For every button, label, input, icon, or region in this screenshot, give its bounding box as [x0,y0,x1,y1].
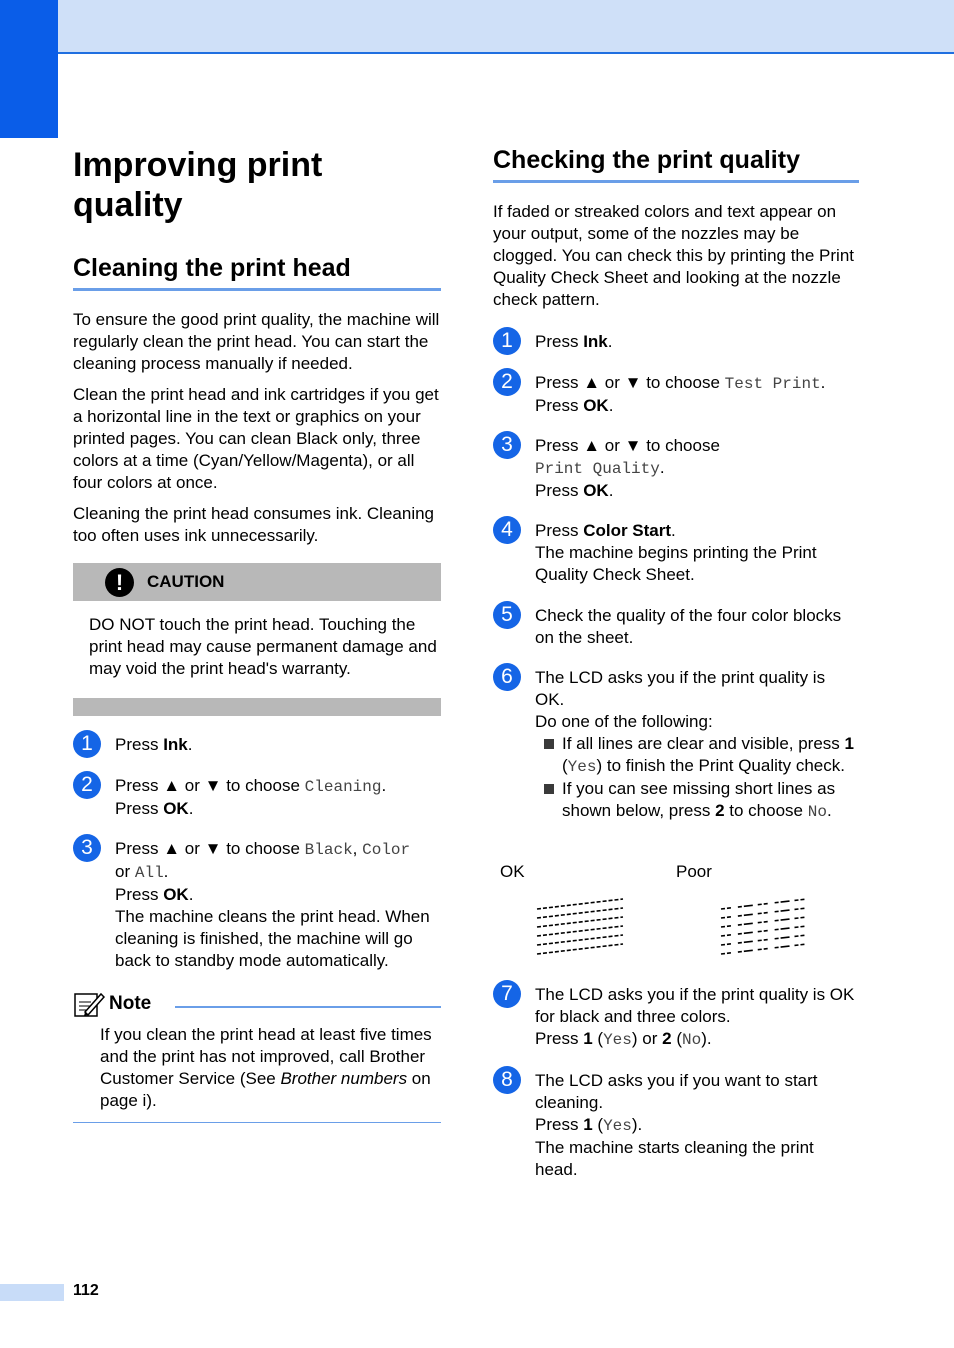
cleaning-para-2: Clean the print head and ink cartridges if you get a horizontal line in the text or graphics on your printed pages. You can clean Black only, three colors at a time (Cyan/Yellow/Magenta), or all four colors at once. [73,385,439,492]
step-number-badge: 2 [73,771,101,799]
right-step-5 [493,605,859,649]
poor-label: Poor [676,862,712,881]
step-text: Press Color Start. The machine begins printing the Print Quality Check Sheet. [535,521,817,584]
caution-footer [73,698,441,716]
ok-pattern [533,895,629,961]
left-step-1 [73,734,441,756]
step-number-badge: 2 [493,368,521,396]
right-step-6 [493,667,859,823]
ok-key: OK [583,481,609,500]
step-text: The LCD asks you if the print quality is OK. Do one of the following: [535,668,826,731]
ok-key: OK [583,396,609,415]
checking-intro: If faded or streaked colors and text appear on your output, some of the nozzles may be clogged. You can check this by printing the Print Quality Check Sheet and looking at the nozzle check pattern. [493,202,855,309]
up-arrow-icon: ▲ [583,436,601,455]
caution-text: DO NOT touch the print head. Touching the print head may cause permanent damage and may void the print head's warranty. [89,615,437,678]
right-column [493,140,859,823]
note-title: Note [109,993,152,1014]
menu-option: Cleaning [304,778,382,796]
section-heading-cleaning: Cleaning the print head [73,253,441,291]
bullet-item: If all lines are clear and visible, press 1 (Yes) to finish the Print Quality check. [535,733,859,778]
header-band [58,0,954,54]
up-arrow-icon: ▲ [163,776,181,795]
step-number-badge: 1 [73,730,101,758]
down-arrow-icon: ▼ [204,839,222,858]
menu-option: Color [362,841,411,859]
step-number-badge: 8 [493,1066,521,1094]
up-arrow-icon: ▲ [163,839,181,858]
right-steps-lower [493,984,859,1181]
left-step-2 [73,775,441,820]
page-title: Improving print quality [73,146,323,224]
caution-label: CAUTION [147,572,225,591]
note-pencil-icon [73,990,105,1018]
bullet-square [544,739,554,749]
chapter-tab [0,0,58,138]
note-header [73,990,441,1018]
caution-body [73,601,441,698]
ok-label: OK [500,862,525,881]
right-step-4 [493,520,859,586]
footer-band [0,1284,64,1301]
menu-option: All [134,864,164,882]
step-text: Check the quality of the four color blocks on the sheet. [535,606,842,647]
step-text: Press ▲ or ▼ to choose Print Quality. Press OK. [535,436,720,500]
step-number-badge: 6 [493,663,521,691]
step-number-badge: 7 [493,980,521,1008]
step-number-badge: 3 [493,431,521,459]
bullet-item: If you can see missing short lines as shown below, press 2 to choose No. [535,778,859,823]
step-number-badge: 5 [493,601,521,629]
bullet-square [544,784,554,794]
note-rule [175,1006,441,1008]
note-body [73,1018,441,1123]
step-number-badge: 1 [493,327,521,355]
section-heading-checking: Checking the print quality [493,145,859,183]
cleaning-para-1: To ensure the good print quality, the machine will regularly clean the print head. You can start the cleaning process manually if needed. [73,310,440,373]
color-start-key: Color Start [583,521,672,540]
exclamation-icon: ! [105,568,134,597]
ok-key: OK [163,799,189,818]
step-text: Press ▲ or ▼ to choose Test Print. Press OK. [535,373,826,415]
right-step-1 [493,331,859,353]
ok-key: OK [163,885,189,904]
ink-key: Ink [163,735,188,754]
right-step-3 [493,435,859,502]
step-number-badge: 3 [73,834,101,862]
step-text: Press Ink. [115,735,193,754]
note-text: If you clean the print head at least five times and the print has not improved, call Brother Customer Service (See Brother numbers on page i). [100,1025,432,1110]
caution-header [73,563,441,601]
down-arrow-icon: ▼ [204,776,222,795]
right-step-2 [493,372,859,417]
down-arrow-icon: ▼ [624,373,642,392]
right-step-8 [493,1070,859,1181]
down-arrow-icon: ▼ [624,436,642,455]
ink-key: Ink [583,332,608,351]
step-text: The LCD asks you if the print quality is OK for black and three colors. Press 1 (Yes) or 2 (No). [535,985,855,1049]
left-step-3 [73,838,441,972]
menu-option: Black [304,841,353,859]
step-number-badge: 4 [493,516,521,544]
cleaning-para-3: Cleaning the print head consumes ink. Cleaning too often uses ink unnecessarily. [73,504,435,545]
menu-option: Test Print [724,375,821,393]
step-text: Press Ink. [535,332,613,351]
left-column [73,140,441,1123]
menu-option: Print Quality [535,460,660,478]
page-number: 112 [73,1282,99,1299]
right-step-7 [493,984,859,1051]
step-text: The LCD asks you if you want to start cleaning. Press 1 (Yes). The machine starts cleaning the print head. [535,1071,818,1179]
caution-box [73,563,441,716]
note-box [73,990,441,1123]
up-arrow-icon: ▲ [583,373,601,392]
poor-pattern [717,895,813,961]
step-text: Press ▲ or ▼ to choose Black, Color or All. Press OK. The machine cleans the print head. When cleaning is finished, the machine will go back to standby mode automatically. [115,839,430,970]
step-text: Press ▲ or ▼ to choose Cleaning. Press OK. [115,776,387,818]
